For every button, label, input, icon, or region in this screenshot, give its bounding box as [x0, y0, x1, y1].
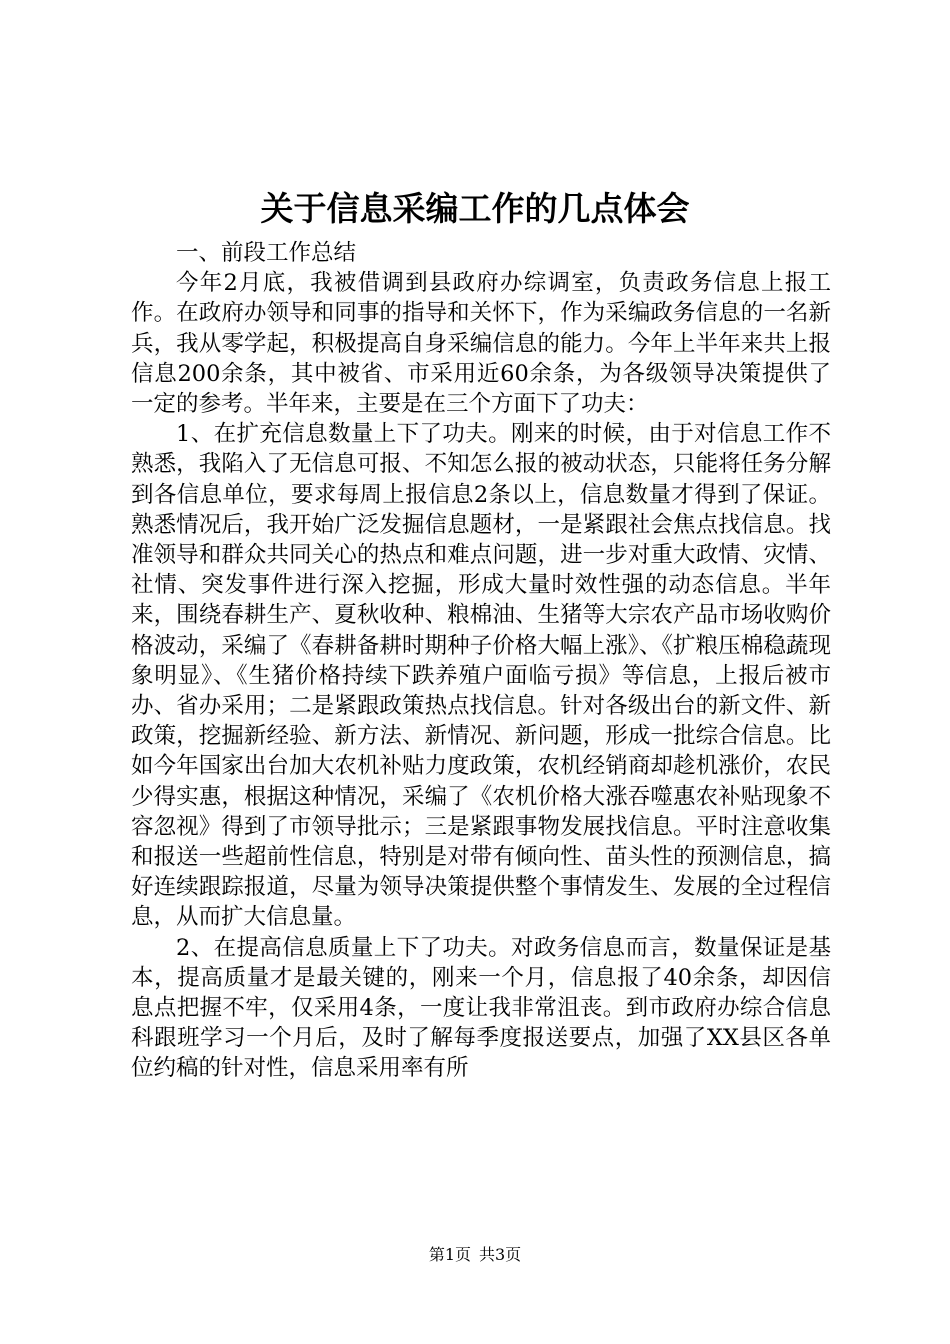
document-title: 关于信息采编工作的几点体会 — [260, 189, 690, 228]
paragraph-point-2: 2、在提高信息质量上下了功夫。对政务信息而言，数量保证是基本，提高质量才是最关键的，刚来一个月，信息报了40余条，却因信息点把握不牢，仅采用4条，一度让我非常沮丧。到市政府办综合信息科跟班学习一个月后，及时了解每季度报送要点，加强了XX县区各单位约稿的针对性，信息采用率有所 — [131, 934, 831, 1082]
page-total: 共3页 — [479, 1245, 522, 1264]
page-number: 第1页 — [428, 1245, 471, 1264]
document-body — [131, 238, 831, 1084]
paragraph-summary: 今年2月底，我被借调到县政府办综调室，负责政务信息上报工作。在政府办领导和同事的指导和关怀下，作为采编政务信息的一名新兵，我从零学起，积极提高自身采编信息的能力。今年上半年来共上报信息200余条，其中被省、市采用近60余条，为各级领导决策提供了一定的参考。半年来，主要是在三个方面下了功夫： — [131, 270, 831, 418]
paragraph-point-1: 1、在扩充信息数量上下了功夫。刚来的时候，由于对信息工作不熟悉，我陷入了无信息可报、不知怎么报的被动状态，只能将任务分解到各信息单位，要求每周上报信息2条以上，信息数量才得到了保证。熟悉情况后，我开始广泛发掘信息题材，一是紧跟社会焦点找信息。找准领导和群众共同关心的热点和难点问题，进一步对重大政情、灾情、社情、突发事件进行深入挖掘，形成大量时效性强的动态信息。半年来，围绕春耕生产、夏秋收种、粮棉油、生猪等大宗农产品市场收购价格波动，采编了《春耕备耕时期种子价格大幅上涨》、《扩粮压棉稳蔬现象明显》、《生猪价格持续下跌养殖户面临亏损》等信息，上报后被市办、省办采用；二是紧跟政策热点找信息。针对各级出台的新文件、新政策，挖掘新经验、新方法、新情况、新问题，形成一批综合信息。比如今年国家出台加大农机补贴力度政策，农机经销商却趁机涨价，农民少得实惠，根据这种情况，采编了《农机价格大涨吞噬惠农补贴现象不容忽视》得到了市领导批示；三是紧跟事物发展找信息。平时注意收集和报送一些超前性信息，特别是对带有倾向性、苗头性的预测信息，搞好连续跟踪报道，尽量为领导决策提供整个事情发生、发展的全过程信息，从而扩大信息量。 — [131, 421, 831, 931]
page-footer — [0, 1244, 950, 1266]
section-heading: 一、前段工作总结 — [176, 240, 357, 266]
